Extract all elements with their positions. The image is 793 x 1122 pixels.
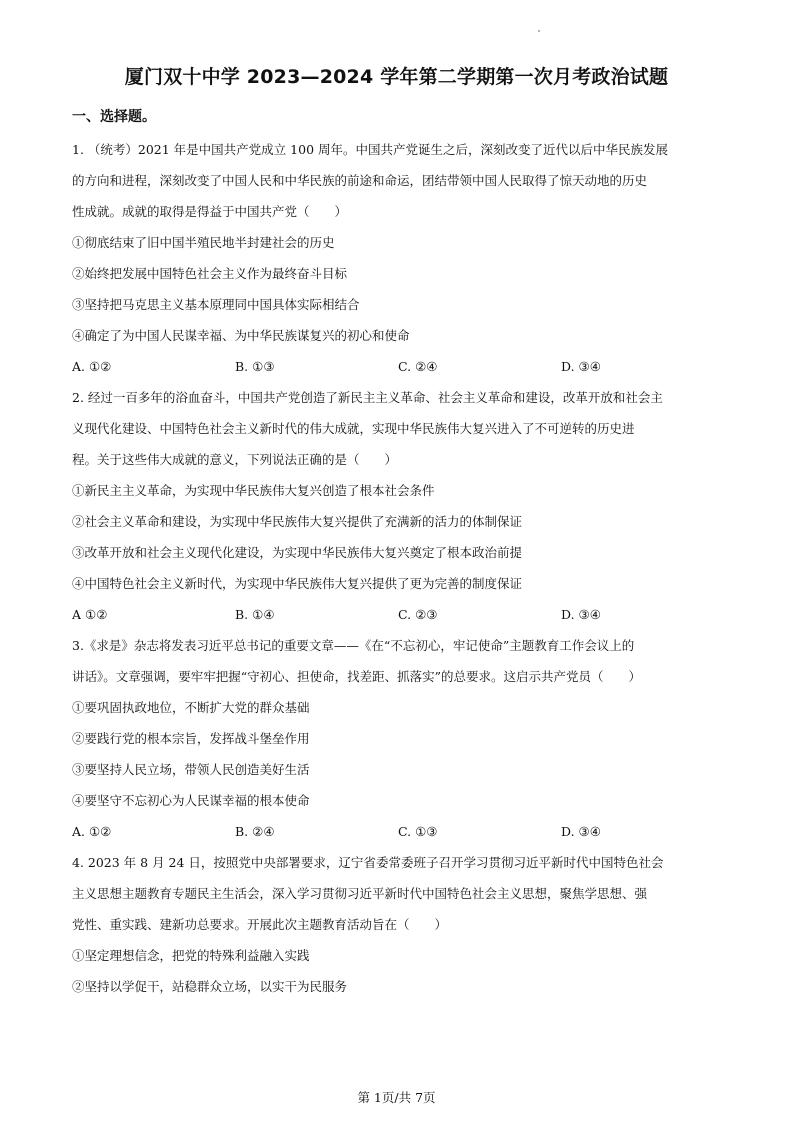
page-title: 厦门双十中学 2023—2024 学年第二学期第一次月考政治试题 xyxy=(124,66,669,88)
question-stem-line: 性成就。成就的取得是得益于中国共产党（ ） xyxy=(72,204,348,219)
question-stem-line: 的方向和进程，深刻改变了中国人民和中华民族的前途和命运，团结带领中国人民取得了惊天动地的历史 xyxy=(72,173,648,188)
statement: ④要坚守不忘初心为人民谋幸福的根本使命 xyxy=(72,793,310,808)
question-stem-line: 党性、重实践、建新功总要求。开展此次主题教育活动旨在（ ） xyxy=(72,917,448,932)
statement: ④中国特色社会主义新时代，为实现中华民族伟大复兴提供了更为完善的制度保证 xyxy=(72,576,523,591)
option-d[interactable]: D. ③④ xyxy=(561,824,601,839)
question-2 xyxy=(72,382,726,630)
statement: ④确定了为中国人民谋幸福、为中华民族谋复兴的初心和使命 xyxy=(72,328,410,343)
answer-options xyxy=(72,599,726,630)
option-b[interactable]: B. ②④ xyxy=(235,824,275,839)
statement: ③要坚持人民立场，带领人民创造美好生活 xyxy=(72,762,310,777)
statement: ②要践行党的根本宗旨，发挥战斗堡垒作用 xyxy=(72,731,310,746)
question-stem-line: 2. 经过一百多年的浴血奋斗，中国共产党创造了新民主主义革命、社会主义革命和建设，改革开放和社会主 xyxy=(72,390,663,405)
statement: ②坚持以学促干，站稳群众立场，以实干为民服务 xyxy=(72,979,348,994)
option-c[interactable]: C. ②④ xyxy=(398,359,438,374)
section-heading: 一、选择题。 xyxy=(72,109,156,125)
statement: ②社会主义革命和建设，为实现中华民族伟大复兴提供了充满新的活力的体制保证 xyxy=(72,514,523,529)
answer-options xyxy=(72,816,726,847)
statement: ①坚定理想信念，把党的特殊利益融入实践 xyxy=(72,948,310,963)
question-4 xyxy=(72,847,726,1002)
statement: ①新民主主义革命，为实现中华民族伟大复兴创造了根本社会条件 xyxy=(72,483,435,498)
question-stem-line: 讲话》。文章强调，要牢牢把握“守初心、担使命，找差距、抓落实”的总要求。这启示共产党员（ ） xyxy=(72,669,642,684)
question-stem-line: 主义思想主题教育专题民主生活会，深入学习贯彻习近平新时代中国特色社会主义思想，聚焦学思想、强 xyxy=(72,886,648,901)
statement: ②始终把发展中国特色社会主义作为最终奋斗目标 xyxy=(72,266,348,281)
option-d[interactable]: D. ③④ xyxy=(561,607,601,622)
option-a[interactable]: A ①② xyxy=(72,607,108,622)
option-c[interactable]: C. ②③ xyxy=(398,607,438,622)
scan-dot xyxy=(538,30,540,32)
option-c[interactable]: C. ①③ xyxy=(398,824,438,839)
question-stem-line: 1. （统考）2021 年是中国共产党成立 100 周年。中国共产党诞生之后，深刻改变了近代以后中华民族发展 xyxy=(72,142,668,157)
statement: ③坚持把马克思主义基本原理同中国具体实际相结合 xyxy=(72,297,360,312)
question-stem-line: 3.《求是》杂志将发表习近平总书记的重要文章——《在“不忘初心，牢记使命”主题教育工作会议上的 xyxy=(72,638,635,653)
statement: ①彻底结束了旧中国半殖民地半封建社会的历史 xyxy=(72,235,335,250)
answer-options xyxy=(72,351,726,382)
question-list xyxy=(72,134,726,1002)
question-1 xyxy=(72,134,726,382)
option-b[interactable]: B. ①④ xyxy=(235,607,275,622)
question-stem-line: 义现代化建设、中国特色社会主义新时代的伟大成就，实现中华民族伟大复兴进入了不可逆转的历史进 xyxy=(72,421,635,436)
option-b[interactable]: B. ①③ xyxy=(235,359,275,374)
question-stem-line: 程。关于这些伟大成就的意义，下列说法正确的是（ ） xyxy=(72,452,398,467)
option-a[interactable]: A. ①② xyxy=(72,824,112,839)
statement: ①要巩固执政地位，不断扩大党的群众基础 xyxy=(72,700,310,715)
statement: ③改革开放和社会主义现代化建设，为实现中华民族伟大复兴奠定了根本政治前提 xyxy=(72,545,523,560)
question-stem-line: 4. 2023 年 8 月 24 日，按照党中央部署要求，辽宁省委常委班子召开学习贯彻习近平新时代中国特色社会 xyxy=(72,855,664,870)
question-3 xyxy=(72,630,726,847)
option-a[interactable]: A. ①② xyxy=(72,359,112,374)
page-number: 第 1页/共 7页 xyxy=(357,1090,436,1105)
option-d[interactable]: D. ③④ xyxy=(561,359,601,374)
